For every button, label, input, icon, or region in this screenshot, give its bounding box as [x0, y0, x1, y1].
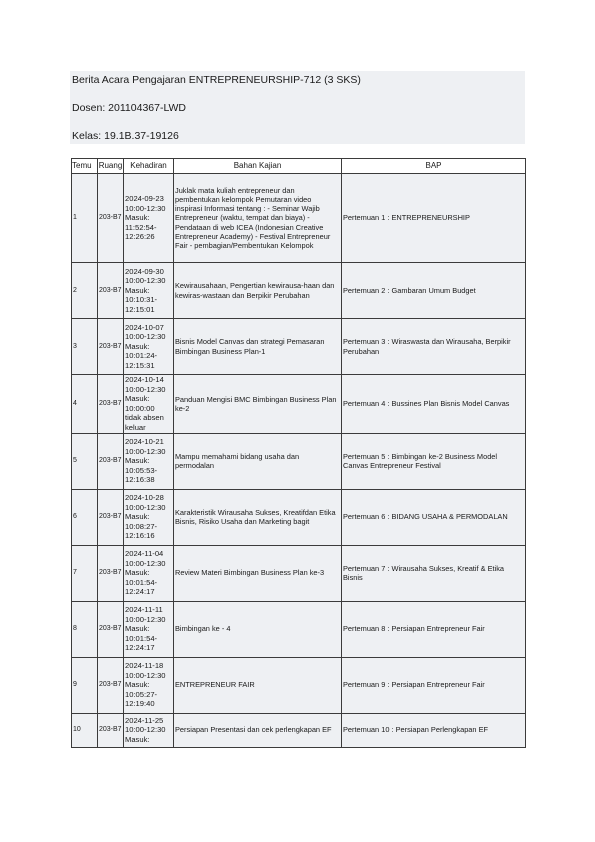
table-row	[72, 433, 526, 489]
cell-bap: Pertemuan 1 : ENTREPRENEURSHIP	[342, 174, 526, 263]
table-row	[72, 174, 526, 263]
table-row	[72, 375, 526, 434]
cell-bap: Pertemuan 4 : Bussines Plan Bisnis Model Canvas	[342, 375, 526, 434]
cell-kehadiran: 2024-10-21 10:00-12:30 Masuk: 10:05:53- 12:16:38	[124, 433, 174, 489]
cell-kehadiran: 2024-09-23 10:00-12:30 Masuk: 11:52:54- 12:26:26	[124, 174, 174, 263]
table-row	[72, 263, 526, 319]
lecturer-line: Dosen: 201104367-LWD	[72, 102, 187, 114]
cell-ruang: 203-B7	[98, 263, 124, 319]
cell-kehadiran: 2024-09-30 10:00-12:30 Masuk: 10:10:31- 12:15:01	[124, 263, 174, 319]
cell-temu: 3	[72, 319, 98, 375]
cell-temu: 6	[72, 489, 98, 545]
cell-bahan-kajian: Panduan Mengisi BMC Bimbingan Business Plan ke-2	[174, 375, 342, 434]
table-row	[72, 601, 526, 657]
table-row	[72, 657, 526, 713]
table-row	[72, 545, 526, 601]
table-row	[72, 319, 526, 375]
cell-temu: 4	[72, 375, 98, 434]
cell-ruang: 203-B7	[98, 433, 124, 489]
cell-ruang: 203-B7	[98, 601, 124, 657]
cell-bahan-kajian: Review Materi Bimbingan Business Plan ke-3	[174, 545, 342, 601]
class-line: Kelas: 19.1B.37-19126	[72, 130, 179, 142]
table-row	[72, 713, 526, 747]
cell-temu: 8	[72, 601, 98, 657]
cell-bahan-kajian: Juklak mata kuliah entrepreneur dan pembentukan kelompok Pemutaran video inspirasi Informasi tentang : - Seminar Wajib Entrepreneur (waktu, tempat dan biaya) - Pendataan di web ICEA (Indonesian Creative Entrepreneur Academy) - Festival Entrepreneur Fair - pembagian/Pembentukan Kelompok	[174, 174, 342, 263]
cell-kehadiran: 2024-10-14 10:00-12:30 Masuk: 10:00:00 tidak absen keluar	[124, 375, 174, 434]
cell-temu: 9	[72, 657, 98, 713]
table-header-row	[72, 159, 526, 174]
column-header-ruang: Ruang	[98, 159, 124, 174]
cell-bahan-kajian: Bisnis Model Canvas dan strategi Pemasaran Bimbingan Business Plan-1	[174, 319, 342, 375]
cell-kehadiran: 2024-11-04 10:00-12:30 Masuk: 10:01:54- 12:24:17	[124, 545, 174, 601]
attendance-table	[71, 158, 526, 748]
cell-kehadiran: 2024-10-07 10:00-12:30 Masuk: 10:01:24- 12:15:31	[124, 319, 174, 375]
cell-bap: Pertemuan 2 : Gambaran Umum Budget	[342, 263, 526, 319]
cell-kehadiran: 2024-11-18 10:00-12:30 Masuk: 10:05:27- 12:19:40	[124, 657, 174, 713]
cell-ruang: 203-B7	[98, 489, 124, 545]
cell-temu: 10	[72, 713, 98, 747]
cell-ruang: 203-B7	[98, 375, 124, 434]
cell-ruang: 203-B7	[98, 713, 124, 747]
cell-kehadiran: 2024-11-25 10:00-12:30 Masuk:	[124, 713, 174, 747]
cell-temu: 1	[72, 174, 98, 263]
cell-kehadiran: 2024-10-28 10:00-12:30 Masuk: 10:08:27- 12:16:16	[124, 489, 174, 545]
cell-ruang: 203-B7	[98, 174, 124, 263]
cell-bahan-kajian: ENTREPRENEUR FAIR	[174, 657, 342, 713]
cell-bahan-kajian: Mampu memahami bidang usaha dan permodalan	[174, 433, 342, 489]
cell-temu: 7	[72, 545, 98, 601]
cell-bap: Pertemuan 8 : Persiapan Entrepreneur Fair	[342, 601, 526, 657]
cell-bahan-kajian: Persiapan Presentasi dan cek perlengkapan EF	[174, 713, 342, 747]
cell-bap: Pertemuan 6 : BIDANG USAHA & PERMODALAN	[342, 489, 526, 545]
cell-bap: Pertemuan 3 : Wiraswasta dan Wirausaha, Berpikir Perubahan	[342, 319, 526, 375]
column-header-kehadiran: Kehadiran	[124, 159, 174, 174]
cell-bahan-kajian: Karakteristik Wirausaha Sukses, Kreatifdan Etika Bisnis, Risiko Usaha dan Marketing bagit	[174, 489, 342, 545]
cell-bahan-kajian: Bimbingan ke - 4	[174, 601, 342, 657]
column-header-temu: Temu	[72, 159, 98, 174]
cell-temu: 5	[72, 433, 98, 489]
cell-ruang: 203-B7	[98, 657, 124, 713]
table-row	[72, 489, 526, 545]
cell-ruang: 203-B7	[98, 319, 124, 375]
cell-temu: 2	[72, 263, 98, 319]
column-header-bap: BAP	[342, 159, 526, 174]
cell-bap: Pertemuan 7 : Wirausaha Sukses, Kreatif & Etika Bisnis	[342, 545, 526, 601]
cell-bap: Pertemuan 5 : Bimbingan ke-2 Business Model Canvas Entrepreneur Festival	[342, 433, 526, 489]
cell-kehadiran: 2024-11-11 10:00-12:30 Masuk: 10:01:54- 12:24:17	[124, 601, 174, 657]
cell-bap: Pertemuan 10 : Persiapan Perlengkapan EF	[342, 713, 526, 747]
cell-bap: Pertemuan 9 : Persiapan Entrepreneur Fair	[342, 657, 526, 713]
document-title: Berita Acara Pengajaran ENTREPRENEURSHIP-712 (3 SKS)	[72, 74, 361, 86]
cell-bahan-kajian: Kewirausahaan, Pengertian kewirausa-haan dan kewiras-wastaan dan Berpikir Perubahan	[174, 263, 342, 319]
cell-ruang: 203-B7	[98, 545, 124, 601]
column-header-bahan-kajian: Bahan Kajian	[174, 159, 342, 174]
